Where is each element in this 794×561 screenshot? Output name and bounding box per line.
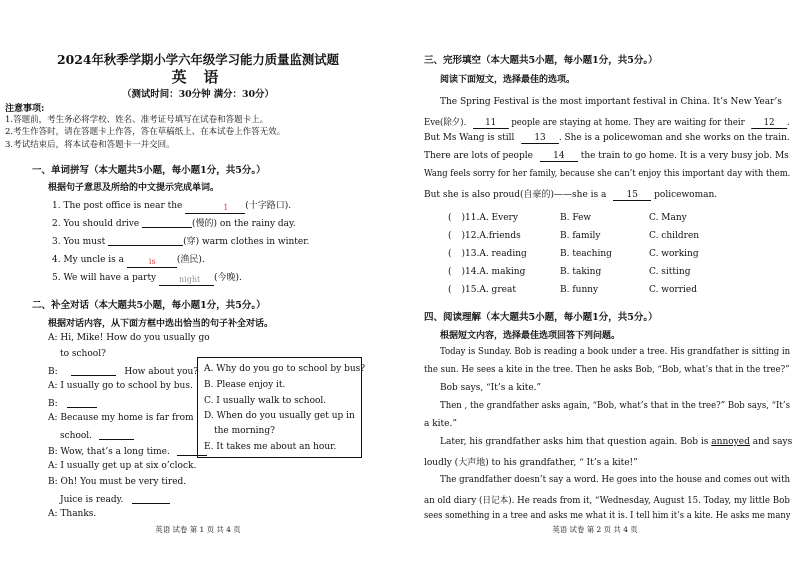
cloze-line-2: Eve(除夕). 11 people are staying at home. They are waiting for their 12 . — [424, 118, 790, 128]
choice-15-c[interactable]: C. worried — [649, 285, 697, 295]
option-a: A. Why do you go to school by bus? — [204, 364, 366, 374]
answer-blank[interactable]: is — [127, 257, 177, 268]
spelling-item-1: 1. The post office is near the 1 (十字路口). — [52, 201, 292, 212]
dialog-line: A: Because my home is far from — [48, 413, 194, 423]
reading-line: Bob says, “It’s a kite.” — [440, 383, 542, 393]
dialog-line: A: Thanks. — [48, 509, 97, 519]
section-3-heading: 三、完形填空（本大题共5小题，每小题1分，共5分。） — [424, 55, 658, 66]
option-d: D. When do you usually get up in — [204, 411, 355, 421]
note-2: 2.考生作答时，请在答题卡上作答，答在草稿纸上、在本试卷上作答无效。 — [5, 127, 286, 137]
dialog-line: A: Hi, Mike! How do you usually go — [48, 333, 210, 343]
answer-blank[interactable] — [71, 365, 116, 376]
choice-row-14[interactable]: ( )14.A. making — [448, 267, 526, 277]
section-2-heading: 二、补全对话（本大题共5小题，每小题1分，共5分。） — [32, 300, 266, 311]
reading-line: the sun. He sees a kite in the tree. Then he asks Bob, “Bob, what’s that in the tree?” — [424, 365, 790, 375]
answer-blank[interactable]: 1 — [185, 203, 245, 214]
section-4-instruction: 根据短文内容，选择最佳选项回答下列问题。 — [440, 331, 621, 341]
spelling-item-2: 2. You should drive (慢的) on the rainy day. — [52, 219, 296, 229]
choice-13-c[interactable]: C. working — [649, 249, 699, 259]
choice-15-b[interactable]: B. funny — [560, 285, 599, 295]
choice-12-b[interactable]: B. family — [560, 231, 601, 241]
cloze-line-5: Wang feels sorry for her family, because she can’t enjoy this important day with them. — [424, 169, 791, 179]
dialog-line: A: I usually get up at six o’clock. — [48, 461, 197, 471]
answer-blank[interactable] — [142, 217, 192, 228]
section-2-instruction: 根据对话内容，从下面方框中选出恰当的句子补全对话。 — [48, 319, 274, 329]
dialog-line-b4: B: Wow, that’s a long time. — [48, 445, 207, 457]
cloze-blank-14[interactable]: 14 — [540, 151, 578, 162]
choice-row-11[interactable]: ( )11.A. Every — [448, 213, 518, 223]
section-4-heading: 四、阅读理解（本大题共5小题，每小题1分，共5分。） — [424, 312, 658, 323]
option-c: C. I usually walk to school. — [204, 396, 327, 406]
dialog-line: to school? — [60, 349, 106, 359]
reading-line: The grandfather doesn’t say a word. He goes into the house and comes out with — [440, 475, 791, 485]
cloze-line-3: But Ms Wang is still 13 . She is a policewoman and she works on the train. — [424, 133, 790, 143]
reading-line: sees something in a tree and asks me what it is. I tell him it’s a kite. He asks me many — [424, 511, 791, 521]
cloze-blank-15[interactable]: 15 — [613, 190, 651, 201]
cloze-blank-13[interactable]: 13 — [521, 133, 559, 144]
choice-11-b[interactable]: B. Few — [560, 213, 592, 223]
choice-12-c[interactable]: C. children — [649, 231, 700, 241]
choice-11-c[interactable]: C. Many — [649, 213, 687, 223]
section-3-instruction: 阅读下面短文，选择最佳的选项。 — [440, 75, 576, 85]
answer-blank[interactable] — [108, 235, 183, 246]
page-2 — [400, 0, 794, 561]
dialog-line-b3: school. — [60, 429, 134, 441]
reading-line: Today is Sunday. Bob is reading a book under a tree. His grandfather is sitting in — [440, 347, 791, 357]
cloze-blank-12[interactable]: 12 — [751, 118, 787, 129]
note-1: 1.答题前，考生务必将学校、姓名、准考证号填写在试卷和答题卡上。 — [5, 115, 269, 125]
spelling-item-5: 5. We will have a party night (今晚). — [52, 273, 242, 284]
options-box — [197, 357, 366, 458]
reading-line: Later, his grandfather asks him that question again. Bob is annoyed and says — [440, 437, 793, 447]
choice-13-b[interactable]: B. teaching — [560, 249, 612, 259]
answer-blank[interactable] — [132, 493, 170, 504]
reading-line: a kite.” — [424, 419, 457, 429]
subject-title: 英 语 — [171, 68, 225, 86]
dialog-line-b1: B: How about you? — [48, 367, 199, 377]
dialog-line: B: Oh! You must be very tired. — [48, 477, 187, 487]
choice-14-c[interactable]: C. sitting — [649, 267, 691, 277]
answer-blank[interactable] — [99, 429, 134, 440]
exam-title: 2024年秋季学期小学六年级学习能力质量监测试题 — [57, 52, 339, 67]
choice-row-15[interactable]: ( )15.A. great — [448, 285, 516, 295]
choice-14-b[interactable]: B. taking — [560, 267, 602, 277]
spelling-item-4: 4. My uncle is a is (渔民). — [52, 255, 205, 266]
option-d-cont: the morning? — [214, 426, 275, 436]
answer-blank[interactable]: night — [159, 275, 214, 286]
reading-line: Then , the grandfather asks again, “Bob, what’s that in the tree?” Bob says, “It’s — [440, 401, 790, 411]
answer-blank[interactable] — [67, 397, 97, 408]
time-note: （测试时间：30分钟 满分：30分） — [122, 89, 274, 100]
page-1-footer: 英语 试卷 第 1 页 共 4 页 — [155, 525, 241, 534]
cloze-blank-11[interactable]: 11 — [473, 118, 509, 129]
cloze-line-1: The Spring Festival is the most important festival in China. It’s New Year’s — [440, 97, 782, 107]
option-b: B. Please enjoy it. — [204, 380, 286, 390]
cloze-line-4: There are lots of people 14 the train to go home. It is a very busy job. Ms — [424, 151, 789, 161]
choice-row-12[interactable]: ( )12.A.friends — [448, 231, 521, 241]
note-3: 3.考试结束后，将本试卷和答题卡一并交回。 — [5, 140, 175, 150]
dialog-line-b5: Juice is ready. — [60, 493, 170, 505]
choice-row-13[interactable]: ( )13.A. reading — [448, 249, 527, 259]
option-e: E. It takes me about an hour. — [204, 442, 337, 452]
spelling-item-3: 3. You must (穿) warm clothes in winter. — [52, 237, 310, 247]
dialog-line: A: I usually go to school by bus. — [48, 381, 193, 391]
reading-line: an old diary (日记本). He reads from it, “Wednesday, August 15. Today, my little Bob — [424, 496, 790, 506]
dialog-line-b2: B: — [48, 397, 97, 409]
page-2-footer: 英语 试卷 第 2 页 共 4 页 — [552, 525, 638, 534]
notes-heading: 注意事项: — [5, 104, 45, 114]
reading-line: loudly (大声地) to his grandfather, “ It’s a kite!” — [424, 458, 638, 468]
section-1-heading: 一、单词拼写（本大题共5小题，每小题1分，共5分。） — [32, 165, 266, 176]
cloze-line-6: But she is also proud(自豪的)——she is a 15 policewoman. — [424, 190, 718, 200]
section-1-instruction: 根据句子意思及所给的中文提示完成单词。 — [48, 183, 220, 193]
underlined-word: annoyed — [711, 437, 750, 447]
